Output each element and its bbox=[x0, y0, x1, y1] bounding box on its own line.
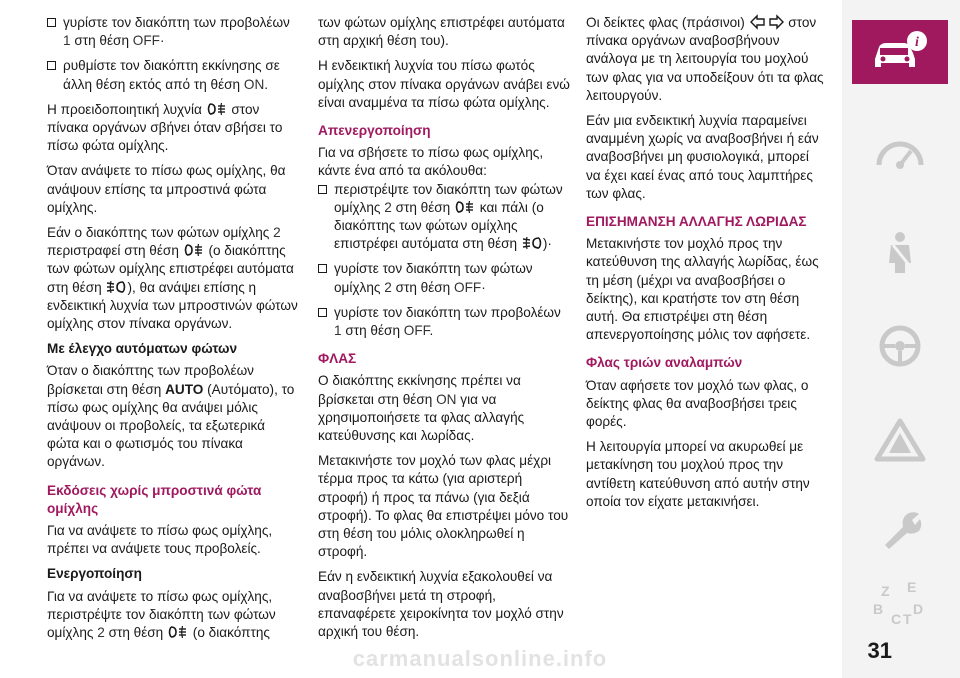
warning-triangle-icon bbox=[871, 417, 929, 463]
svg-text:i: i bbox=[915, 35, 919, 50]
front-fog-light-icon bbox=[105, 279, 127, 295]
paragraph: Ο διακόπτης εκκίνησης πρέπει να βρίσκεται στη θέση ON για να χρησιμοποιήσετε τα φλας αλλαγής κατεύθυνσης και λωρίδας. bbox=[318, 373, 525, 444]
watermark: carmanualsonline.info bbox=[352, 646, 608, 671]
subheading: Με έλεγχο αυτόματων φώτων bbox=[47, 341, 238, 357]
chapter-tab-vehicle-info[interactable] bbox=[852, 20, 948, 84]
bullet-item: γυρίστε τον διακόπτη των προβολέων 1 στη θέση OFF. bbox=[318, 304, 570, 340]
chapter-sidebar bbox=[842, 0, 960, 678]
rear-fog-light-icon bbox=[183, 242, 205, 258]
paragraph: των φώτων ομίχλης επιστρέφει αυτόματα στη αρχική θέση του). bbox=[318, 15, 565, 49]
section-heading: Φλας τριών αναλαμπών bbox=[586, 355, 743, 371]
paragraph: Όταν αφήσετε τον μοχλό των φλας, ο δείκτης φλας θα αναβοσβήσει τρεις φορές. bbox=[586, 377, 809, 430]
text-column-3 bbox=[586, 14, 826, 518]
wrench-service-icon bbox=[871, 505, 929, 551]
rear-fog-light-icon bbox=[206, 101, 228, 117]
rear-fog-light-icon bbox=[167, 624, 189, 640]
paragraph: Η προειδοποιητική λυχνία στον πίνακα οργάνων σβήνει όταν σβήσει το πίσω φώτα ομίχλης. bbox=[47, 101, 283, 154]
chapter-tab-driving[interactable] bbox=[852, 314, 948, 378]
chapter-tab-emergency[interactable] bbox=[852, 408, 948, 472]
paragraph: Για να σβήσετε το πίσω φως ομίχλης, κάντε ένα από τα ακόλουθα: bbox=[318, 145, 544, 179]
turn-signal-arrows-icon bbox=[749, 14, 785, 30]
paragraph: Η ενδεικτική λυχνία του πίσω φωτός ομίχλης στον πίνακα οργάνων ανάβει ενώ είναι αναμμένα τα πίσω φώτα ομίχλης. bbox=[318, 58, 570, 110]
front-fog-light-icon bbox=[521, 235, 543, 251]
paragraph: Όταν ο διακόπτης των προβολέων βρίσκεται στη θέση AUTO (Αυτόματο), το πίσω φως ομίχλης θα ανάψει μόλις ανάψουν οι προβολείς, τα εξωτερικά φώτα και ο φωτισμός του πίνακα οργάνων. bbox=[47, 363, 295, 470]
bullet-item: ρυθμίστε τον διακόπτη εκκίνησης σε άλλη θέση εκτός από τη θέση ON. bbox=[47, 57, 299, 93]
text-column-2 bbox=[318, 14, 570, 648]
paragraph: Όταν ανάψετε το πίσω φως ομίχλης, θα ανάψουν επίσης τα μπροστινά φώτα ομίχλης. bbox=[47, 163, 286, 215]
section-heading: ΕΠΙΣΗΜΑΝΣΗ ΑΛΛΑΓΗΣ ΛΩΡΙΔΑΣ bbox=[586, 214, 807, 230]
paragraph: Οι δείκτες φλας (πράσινοι) στον πίνακα οργάνων αναβοσβήνουν ανάλογα με τη λειτουργία του μοχλού των φλας για να υποδείξουν ότι τα φλας λειτουργούν. bbox=[586, 15, 824, 103]
paragraph: Μετακινήστε τον μοχλό προς την κατεύθυνση της αλλαγής λωρίδας, έως τη μέση (μέχρι να αναβοσβήσει ο δείκτης), και κρατήστε τον στη θέση αυτή. Θα επιστρέψει στη θέση απενεργοποίησης μόλις τον αφήσετε. bbox=[586, 236, 819, 343]
bullet-item: γυρίστε τον διακόπτη των προβολέων 1 στη θέση OFF· bbox=[47, 14, 299, 50]
chapter-tab-specs[interactable] bbox=[852, 575, 948, 631]
seatbelt-safety-icon bbox=[871, 229, 929, 275]
bullet-item: περιστρέψτε τον διακόπτη των φώτων ομίχλης 2 στη θέση και πάλι (ο διακόπτης των φώτων ομίχλης επιστρέφει αυτόματα στη θέση )· bbox=[318, 181, 570, 254]
rear-fog-light-icon bbox=[454, 199, 476, 215]
section-heading: ΦΛΑΣ bbox=[318, 351, 357, 367]
paragraph: Εάν η ενδεικτική λυχνία εξακολουθεί να αναβοσβήνει μετά τη στροφή, επαναφέρετε χειροκίνητα τον μοχλό στην αρχική του θέση. bbox=[318, 569, 564, 640]
paragraph: Εάν ο διακόπτης των φώτων ομίχλης 2 περιστραφεί στη θέση (ο διακόπτης των φώτων ομίχλης επιστρέφει αυτόματα στη θέση ), θα ανάψει επίσης η ενδεικτική λυχνία των μπροστινών φώτων ομίχλης στον πίνακα οργάνων. bbox=[47, 225, 298, 332]
svg-text:E: E bbox=[907, 580, 917, 595]
svg-text:T: T bbox=[903, 611, 912, 626]
section-heading: Απενεργοποίηση bbox=[318, 123, 431, 139]
specs-letters-icon bbox=[871, 580, 929, 626]
page-number: 31 bbox=[867, 638, 892, 663]
svg-text:D: D bbox=[913, 601, 924, 617]
paragraph: Για να ανάψετε το πίσω φως ομίχλης, πρέπει να ανάψετε τους προβολείς. bbox=[47, 523, 273, 557]
dashboard-gauge-icon bbox=[871, 135, 929, 181]
paragraph: Εάν μια ενδεικτική λυχνία παραμείνει αναμμένη χωρίς να αναβοσβήνει ή εάν αναβοσβήνει μη φυσιολογικά, μπορεί να έχει καεί ένας από τους λαμπτήρες των φλας. bbox=[586, 113, 819, 201]
svg-text:Z: Z bbox=[881, 583, 890, 599]
chapter-tab-safety[interactable] bbox=[852, 220, 948, 284]
svg-text:B: B bbox=[873, 601, 884, 617]
paragraph: Για να ανάψετε το πίσω φως ομίχλης, περιστρέψτε τον διακόπτη των φώτων ομίχλης 2 στη θέση (ο διακόπτης bbox=[47, 588, 276, 641]
section-heading: Εκδόσεις χωρίς μπροστινά φώτα ομίχλης bbox=[47, 482, 262, 516]
paragraph: Η λειτουργία μπορεί να ακυρωθεί με μετακίνηση του μοχλού προς την αντίθετη κατεύθυνση από αυτήν στην οποία τον είχατε μετακινήσει. bbox=[586, 439, 810, 509]
text-column-1 bbox=[47, 14, 299, 649]
car-info-icon bbox=[871, 29, 929, 75]
bullet-item: γυρίστε τον διακόπτη των φώτων ομίχλης 2 στη θέση OFF· bbox=[318, 260, 570, 296]
subheading: Ενεργοποίηση bbox=[47, 566, 142, 582]
chapter-tab-service[interactable] bbox=[852, 496, 948, 560]
chapter-tab-dashboard[interactable] bbox=[852, 126, 948, 190]
svg-text:C: C bbox=[891, 611, 902, 626]
paragraph: Μετακινήστε τον μοχλό των φλας μέχρι τέρμα προς τα κάτω (για αριστερή στροφή) ή προς τα πάνω (για δεξιά στροφή). Το φλας θα επιστρέψει μόνο του στη θέση του μόλις ολοκληρωθεί η στροφή. bbox=[318, 453, 569, 560]
steering-wheel-icon bbox=[871, 323, 929, 369]
